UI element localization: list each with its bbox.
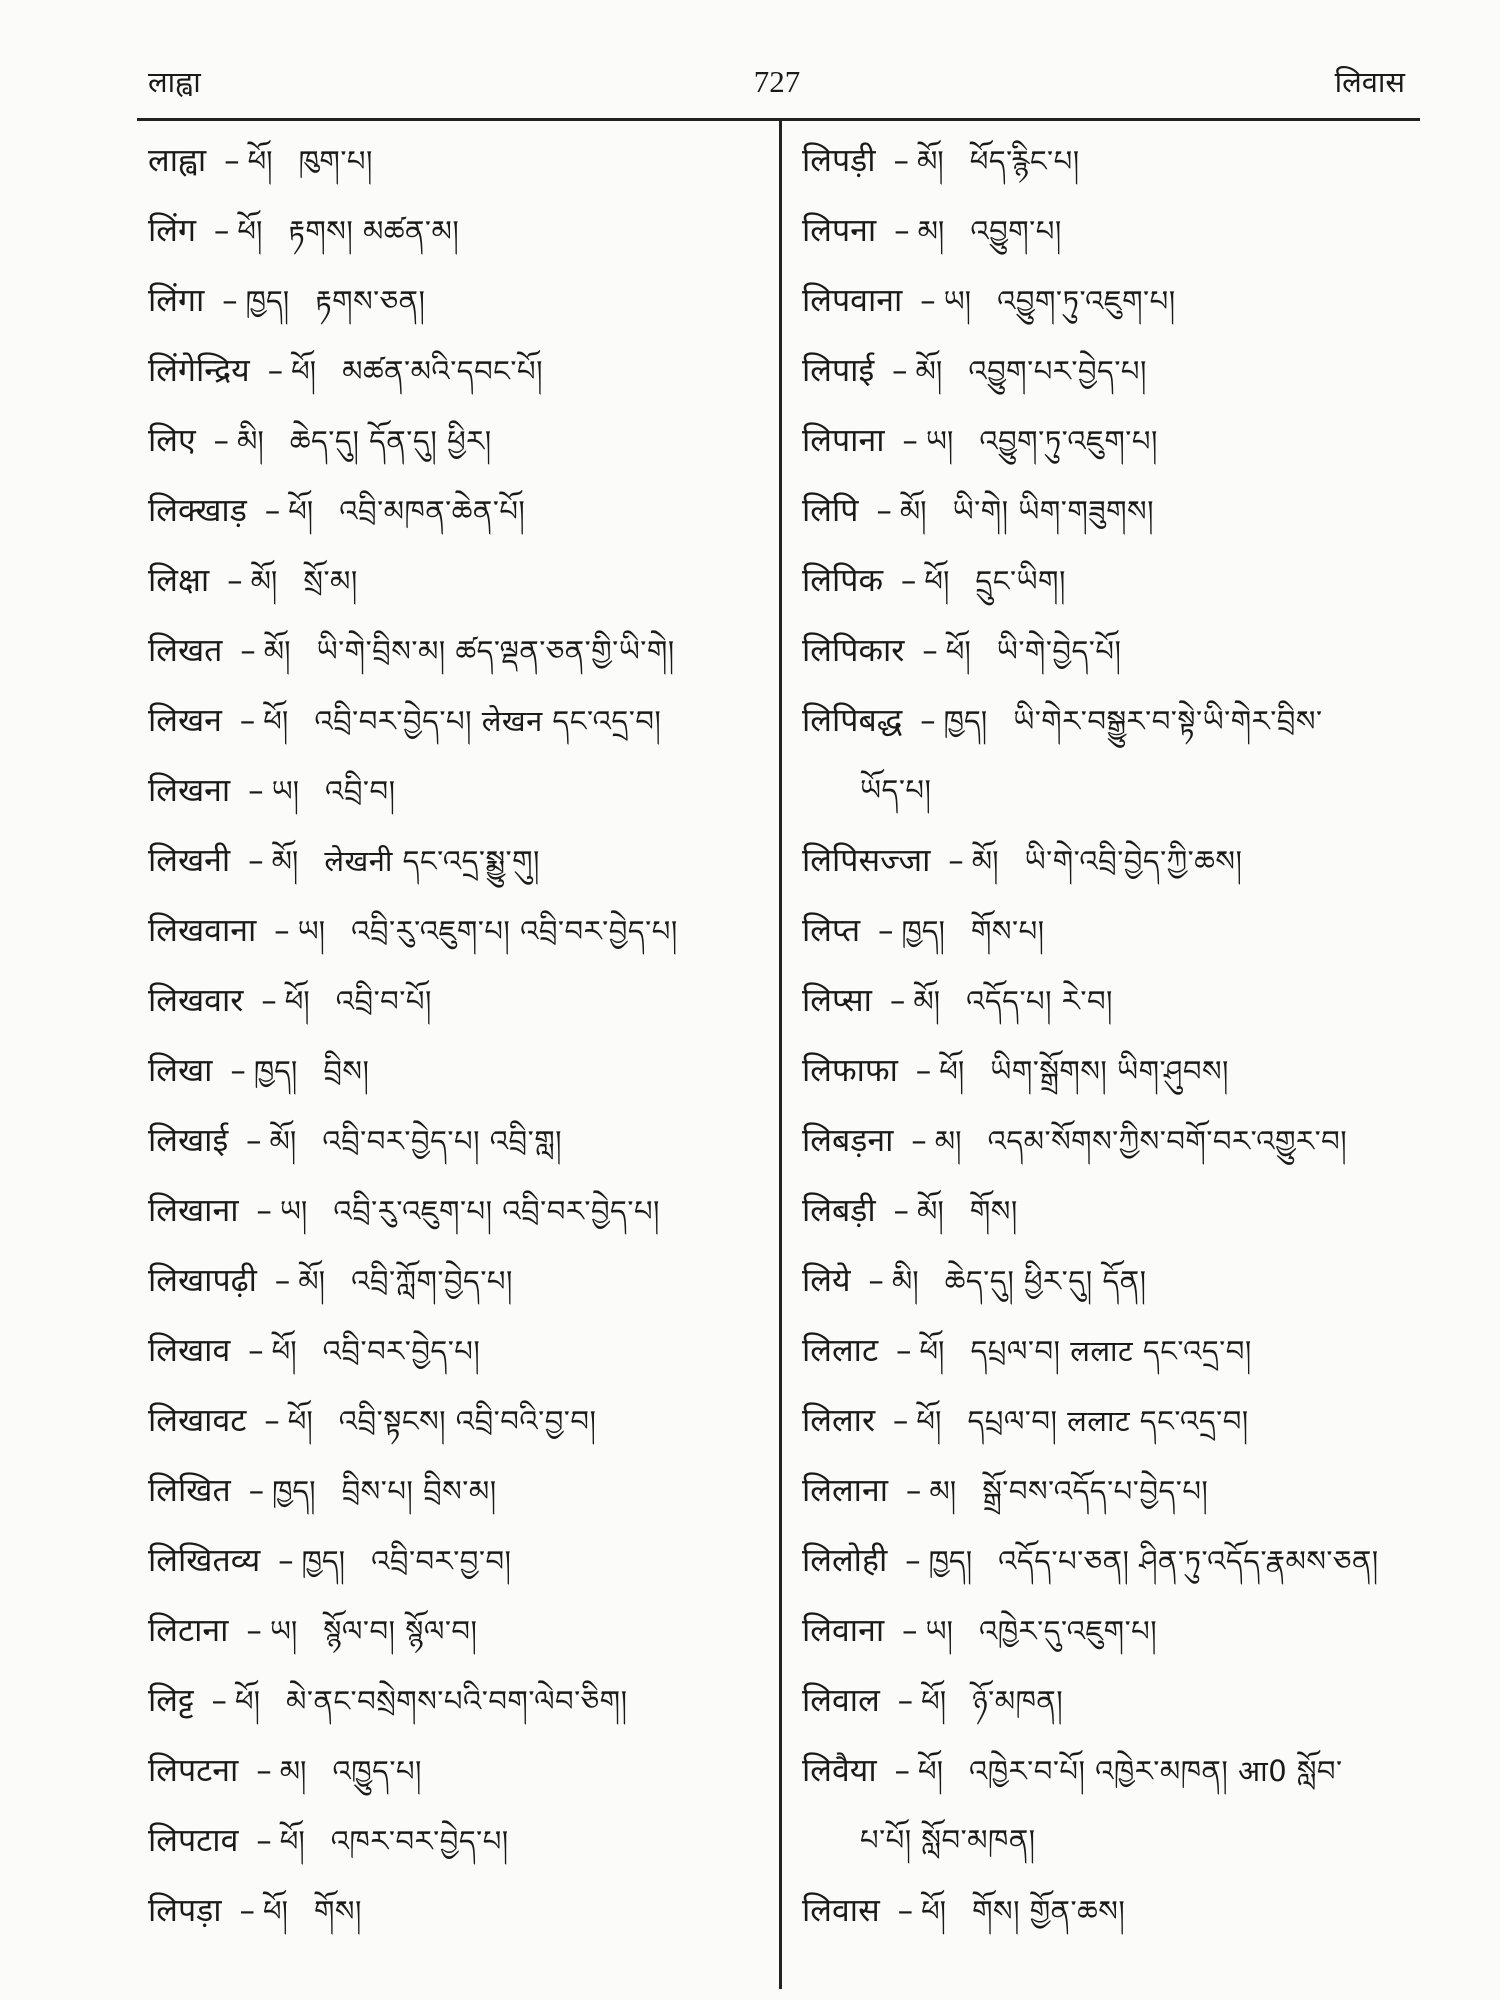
entry-pos: མོ། — [913, 984, 941, 1018]
entry-headword: लिट्ट — [148, 1681, 194, 1719]
dictionary-entry — [802, 545, 1442, 615]
entry-dash: – — [889, 983, 906, 1019]
entry-gloss: འདམ་སོགས་ཀྱིས་བགོ་བར་འགྱུར་བ། — [987, 1124, 1348, 1158]
entry-gloss: རྟགས། མཚན་མ། — [288, 214, 460, 248]
dictionary-entry — [802, 1175, 1442, 1245]
dictionary-entry — [148, 265, 768, 335]
entry-pos: ཁྱད། — [901, 914, 945, 948]
entry-pos: མ། — [917, 214, 945, 248]
dictionary-entry — [148, 195, 768, 265]
dictionary-entry — [148, 475, 768, 545]
dictionary-entry — [148, 1665, 768, 1735]
entry-gloss: འབྲི་བར་བྱེད་པ། — [322, 1334, 481, 1368]
dictionary-entry — [802, 1105, 1442, 1175]
entry-dash: – — [256, 1823, 272, 1859]
entry-dash: – — [920, 283, 936, 319]
entry-headword: लिपटना — [148, 1751, 239, 1789]
entry-dash: – — [267, 353, 284, 389]
entry-gloss: འབྲི་སྟངས། འབྲི་བའི་བྱ་བ། — [338, 1404, 597, 1438]
entry-dash: – — [911, 1123, 927, 1159]
entry-pos: ཁྱད། — [272, 1474, 316, 1508]
entry-headword: लिलार — [802, 1401, 876, 1439]
entry-pos: ཕོ། — [279, 1824, 305, 1858]
entry-gloss: འབྱུག་ཏུ་འཇུག་པ། — [979, 424, 1158, 458]
entry-pos: མོ། — [915, 354, 943, 388]
entry-pos: མ། — [934, 1124, 962, 1158]
entry-headword: लिपना — [802, 211, 877, 249]
entry-pos: མོ། — [271, 844, 299, 878]
entry-pos: ཕོ། — [284, 984, 310, 1018]
dictionary-entry — [148, 825, 768, 895]
entry-pos: ཁྱད། — [253, 1054, 298, 1088]
entry-pos: མོ། — [250, 564, 278, 598]
entry-pos: ཕོ། — [291, 354, 317, 388]
entry-gloss: འདོད་པ། རེ་བ། — [966, 984, 1113, 1018]
dictionary-entry — [148, 615, 768, 685]
entry-pos: མོ། — [899, 494, 927, 528]
entry-pos: ཕོ། — [288, 494, 314, 528]
entry-gloss: འབྲི་བར་བྱེད་པ། འབྲི་གླ། — [322, 1124, 563, 1158]
left-column — [148, 125, 768, 1945]
entry-dash: – — [915, 1053, 932, 1089]
dictionary-entry — [148, 1805, 768, 1875]
entry-dash: – — [905, 1473, 922, 1509]
entry-gloss: ཡི་གེར་བསྒྱུར་བ་སྟེ་ཡི་གེར་བྲིས་ — [1013, 704, 1323, 738]
entry-headword: लिखाना — [148, 1191, 239, 1229]
entry-gloss: དཔྲལ་བ། ललाट དང་འདྲ་བ། — [970, 1334, 1252, 1368]
entry-headword: लिखितव्य — [148, 1541, 261, 1579]
dictionary-entry — [802, 1665, 1442, 1735]
dictionary-entry — [148, 755, 768, 825]
entry-pos: ཁྱད། — [245, 284, 290, 318]
dictionary-entry — [148, 1525, 768, 1595]
entry-headword: लिवाना — [802, 1611, 885, 1649]
dictionary-entry — [148, 685, 768, 755]
entry-dash: – — [278, 1543, 294, 1579]
page-number: 727 — [753, 64, 801, 99]
entry-dash: – — [868, 1263, 884, 1299]
entry-pos: ཡ། — [271, 774, 300, 808]
entry-headword: लिंगा — [148, 281, 205, 319]
entry-headword: लिपाना — [802, 421, 885, 459]
entry-headword: लिपड़ी — [802, 141, 876, 179]
entry-pos: ཕོ། — [287, 1404, 313, 1438]
entry-gloss: འབྱུག་ཏུ་འཇུག་པ། — [997, 284, 1176, 318]
entry-headword: लिपिक — [802, 561, 884, 599]
entry-pos: ཡ། — [269, 1614, 298, 1648]
entry-dash: – — [893, 1193, 910, 1229]
entry-dash: – — [222, 283, 238, 319]
entry-headword: लिखनी — [148, 841, 231, 879]
entry-gloss: སྲོ་མ། — [303, 564, 358, 598]
entry-gloss: སྒྲོ་བས་འདོད་པ་བྱེད་པ། — [982, 1474, 1209, 1508]
entry-pos: ཕོ། — [917, 1754, 944, 1788]
entry-dash: – — [246, 1613, 262, 1649]
entry-pos: ཕོ། — [921, 1684, 947, 1718]
entry-dash: – — [240, 633, 256, 669]
dictionary-entry — [148, 405, 768, 475]
dictionary-entry — [802, 265, 1442, 335]
entry-gloss: དྲུང་ཡིག། — [975, 564, 1066, 598]
entry-dash: – — [897, 1893, 914, 1929]
entry-gloss: འདོད་པ་ཅན། ཤིན་ཏུ་འདོད་རྣམས་ཅན། — [998, 1544, 1379, 1578]
entry-headword: लिवाल — [802, 1681, 880, 1719]
entry-dash: – — [239, 703, 256, 739]
entry-headword: लिप्त — [802, 911, 861, 949]
entry-headword: लिपटाव — [148, 1821, 239, 1859]
entry-dash: – — [895, 1333, 912, 1369]
entry-pos: མོ། — [298, 1264, 326, 1298]
dictionary-entry — [802, 615, 1442, 685]
entry-headword: लिखापढ़ी — [148, 1261, 257, 1299]
dictionary-entry — [802, 405, 1442, 475]
entry-headword: लिटाना — [148, 1611, 229, 1649]
entry-gloss: བྲིས། — [323, 1054, 370, 1088]
entry-pos: མ། — [279, 1754, 307, 1788]
entry-gloss: འབྲི་བར་བྱེད་པ། लेखन དང་འདྲ་བ། — [314, 704, 662, 738]
dictionary-entry — [802, 125, 1442, 195]
entry-headword: लिखत — [148, 631, 223, 669]
entry-dash: – — [248, 773, 264, 809]
entry-pos: མོ། — [269, 1124, 297, 1158]
entry-dash: – — [224, 143, 240, 179]
entry-headword: लिपिकार — [802, 631, 905, 669]
entry-headword: लिंग — [148, 211, 197, 249]
entry-gloss: ཡི་གེ་བྲིས་མ། ཚད་ལྡན་ཅན་གྱི་ཡི་གེ། — [316, 634, 675, 668]
dictionary-entry — [802, 825, 1442, 895]
entry-pos: ཕོ། — [921, 1894, 947, 1928]
header-guide-word-left: लाह्वा — [148, 65, 201, 99]
entry-dash: – — [902, 423, 918, 459]
entry-dash: – — [905, 1543, 921, 1579]
dictionary-entry — [148, 965, 768, 1035]
entry-headword: लिखावट — [148, 1401, 247, 1439]
entry-headword: लिवास — [802, 1891, 880, 1929]
entry-gloss: ཡི་གེ་འབྲི་བྱེད་ཀྱི་ཆས། — [1024, 844, 1243, 878]
dictionary-entry — [148, 1735, 768, 1805]
entry-pos: ཡ། — [943, 284, 972, 318]
dictionary-entry — [148, 1875, 768, 1945]
entry-dash: – — [876, 493, 892, 529]
entry-headword: लिंगेन्द्रिय — [148, 351, 250, 389]
entry-headword: लिखवार — [148, 981, 244, 1019]
entry-gloss: འབྱུག་པར་བྱེད་པ། — [968, 354, 1147, 388]
entry-pos: ཕོ། — [939, 1054, 965, 1088]
entry-headword: लिखन — [148, 701, 222, 739]
dictionary-entry — [802, 1595, 1442, 1665]
entry-dash: – — [893, 143, 909, 179]
entry-dash: – — [227, 563, 243, 599]
entry-dash: – — [264, 493, 281, 529]
entry-dash: – — [256, 1753, 272, 1789]
entry-headword: लिए — [148, 421, 196, 459]
entry-headword: लिपिसज्जा — [802, 841, 931, 879]
entry-gloss: ཡིག་སྒྲོགས། ཡིག་ཤུབས། — [990, 1054, 1229, 1088]
entry-pos: མོ། — [263, 634, 291, 668]
entry-pos: ཕོ། — [924, 564, 950, 598]
entry-dash: – — [274, 913, 290, 949]
entry-dash: – — [261, 983, 277, 1019]
entry-gloss: འཁྱུད་པ། — [332, 1754, 422, 1788]
entry-dash: – — [922, 633, 938, 669]
entry-gloss: འཁྱེར་བ་པོ། འཁྱེར་མཁན། आ0 སློབ་ — [969, 1754, 1343, 1788]
entry-gloss: བྲིས་པ། བྲིས་མ། — [341, 1474, 497, 1508]
entry-dash: – — [230, 1053, 246, 1089]
entry-pos: ཕོ། — [919, 1334, 945, 1368]
dictionary-entry — [148, 125, 768, 195]
entry-dash: – — [920, 703, 936, 739]
entry-dash: – — [900, 563, 917, 599]
entry-dash: – — [248, 1473, 265, 1509]
entry-pos: ཡ། — [279, 1194, 308, 1228]
entry-gloss: དཔྲལ་བ། ललाट དང་འདྲ་བ། — [967, 1404, 1249, 1438]
entry-continuation — [802, 755, 1442, 825]
entry-gloss: པ་པོ། སློབ་མཁན། — [860, 1823, 1036, 1857]
dictionary-entry — [802, 1455, 1442, 1525]
dictionary-entry — [148, 1105, 768, 1175]
entry-headword: लिपिबद्ध — [802, 701, 903, 739]
entry-gloss: འབྲི་མཁན་ཆེན་པོ། — [339, 494, 526, 528]
dictionary-entry — [802, 1245, 1442, 1315]
entry-dash: – — [892, 353, 908, 389]
column-divider — [779, 121, 782, 1989]
dictionary-entry — [802, 1315, 1442, 1385]
entry-headword: लिपाई — [802, 351, 875, 389]
entry-gloss: ཁུག་པ། — [298, 144, 373, 178]
entry-pos: ཕོ། — [262, 1894, 288, 1928]
dictionary-entry — [148, 1245, 768, 1315]
dictionary-entry — [148, 545, 768, 615]
dictionary-entry — [148, 335, 768, 405]
entry-gloss: ཆེད་དུ། ཕྱིར་དུ། དོན། — [944, 1264, 1147, 1298]
dictionary-entry — [802, 895, 1442, 965]
entry-pos: ཡ། — [925, 1614, 953, 1648]
dictionary-entry — [802, 1875, 1442, 1945]
entry-gloss: གོས། གྱོན་ཆས། — [972, 1894, 1126, 1928]
dictionary-entry — [802, 1035, 1442, 1105]
dictionary-entry — [802, 335, 1442, 405]
entry-pos: མོ། — [916, 144, 944, 178]
dictionary-entry — [148, 895, 768, 965]
entry-pos: མ། — [929, 1474, 957, 1508]
entry-headword: लिफाफा — [802, 1051, 898, 1089]
dictionary-entry — [148, 1035, 768, 1105]
dictionary-entry — [802, 1385, 1442, 1455]
dictionary-entry — [148, 1385, 768, 1455]
entry-dash: – — [264, 1403, 280, 1439]
entry-headword: लिपवाना — [802, 281, 903, 319]
entry-gloss: ཕོད་རྙིང་པ། — [969, 144, 1080, 178]
entry-dash: – — [897, 1683, 914, 1719]
entry-headword: लिये — [802, 1261, 851, 1299]
entry-headword: लिप्सा — [802, 981, 872, 1019]
entry-gloss: འབྲི་བ་པོ། — [335, 984, 432, 1018]
entry-dash: – — [213, 423, 230, 459]
entry-gloss: འབྱུག་པ། — [970, 214, 1062, 248]
entry-gloss: རྟགས་ཅན། — [315, 284, 426, 318]
entry-dash: – — [248, 843, 264, 879]
entry-pos: ཕོ། — [263, 704, 289, 738]
dictionary-entry — [148, 1595, 768, 1665]
entry-headword: लिखा — [148, 1051, 213, 1089]
entry-gloss: लेखनी དང་འདྲ་སྨྱུ་གུ། — [324, 844, 540, 878]
entry-headword: लिबड़ना — [802, 1121, 894, 1159]
entry-gloss: སྙོལ་བ། སྙོལ་བ། — [323, 1614, 478, 1648]
entry-headword: लिलोही — [802, 1541, 888, 1579]
entry-pos: མོ། — [971, 844, 999, 878]
entry-gloss: འཁར་བར་བྱེད་པ། — [330, 1824, 509, 1858]
entry-pos: ཕོ། — [237, 214, 263, 248]
entry-dash: – — [948, 843, 964, 879]
entry-pos: ཕོ། — [945, 634, 971, 668]
entry-pos: ཡ། — [297, 914, 326, 948]
entry-headword: लिखवाना — [148, 911, 257, 949]
entry-headword: लिपड़ा — [148, 1891, 222, 1929]
entry-dash: – — [894, 1753, 910, 1789]
entry-headword: लिखाव — [148, 1331, 231, 1369]
entry-gloss: ཡི་གེ་བྱེད་པོ། — [996, 634, 1122, 668]
entry-dash: – — [248, 1333, 264, 1369]
entry-dash: – — [274, 1263, 291, 1299]
entry-pos: མི། — [891, 1264, 919, 1298]
entry-dash: – — [239, 1893, 255, 1929]
entry-continuation — [802, 1805, 1442, 1875]
entry-dash: – — [256, 1193, 272, 1229]
entry-pos: ཡ། — [925, 424, 954, 458]
dictionary-entry — [802, 1525, 1442, 1595]
right-column — [802, 125, 1442, 1945]
dictionary-entry — [148, 1315, 768, 1385]
entry-pos: ཕོ། — [235, 1684, 261, 1718]
entry-headword: लिक्षा — [148, 561, 210, 599]
dictionary-entry — [148, 1175, 768, 1245]
header-guide-word-right: लिवास — [1334, 65, 1405, 99]
entry-pos: ཕོ། — [247, 144, 273, 178]
dictionary-entry — [802, 965, 1442, 1035]
entry-gloss: འབྲི་བར་བྱ་བ། — [371, 1544, 512, 1578]
entry-gloss: ཡོད་པ། — [860, 773, 932, 807]
dictionary-entry — [802, 195, 1442, 265]
entry-pos: ཁྱད། — [943, 704, 988, 738]
entry-gloss: གོས། — [313, 1894, 362, 1928]
entry-headword: लिखना — [148, 771, 231, 809]
entry-headword: लिवैया — [802, 1751, 877, 1789]
entry-gloss: འཁྱེར་དུ་འཇུག་པ། — [978, 1614, 1158, 1648]
entry-headword: लिक्खाड़ — [148, 491, 247, 529]
dictionary-entry — [802, 475, 1442, 545]
entry-headword: लिखित — [148, 1471, 231, 1509]
entry-dash: – — [211, 1683, 227, 1719]
entry-dash: – — [213, 213, 230, 249]
entry-pos: ཁྱད། — [301, 1544, 346, 1578]
entry-headword: लिखाई — [148, 1121, 229, 1159]
entry-dash: – — [892, 1403, 909, 1439]
entry-gloss: གོས། — [969, 1194, 1018, 1228]
entry-pos: ཕོ། — [271, 1334, 297, 1368]
entry-headword: लिलाना — [802, 1471, 889, 1509]
entry-pos: ཕོ། — [916, 1404, 942, 1438]
entry-gloss: མཚན་མའི་དབང་པོ། — [342, 354, 544, 388]
entry-gloss: ཆེད་དུ། དོན་དུ། ཕྱིར། — [289, 424, 492, 458]
entry-gloss: འབྲི་རུ་འཇུག་པ། འབྲི་བར་བྱེད་པ། — [351, 914, 678, 948]
entry-pos: ཁྱད། — [928, 1544, 973, 1578]
entry-gloss: ཡི་གེ། ཡིག་གཟུགས། — [952, 494, 1155, 528]
dictionary-entry — [802, 1735, 1442, 1805]
dictionary-entry — [148, 1455, 768, 1525]
entry-headword: लाह्वा — [148, 141, 207, 179]
entry-gloss: འབྲི་བ། — [325, 774, 396, 808]
entry-headword: लिलाट — [802, 1331, 879, 1369]
entry-gloss: གོས་པ། — [970, 914, 1045, 948]
entry-gloss: ཉོ་མཁན། — [972, 1684, 1064, 1718]
entry-headword: लिपि — [802, 491, 859, 529]
entry-gloss: མེ་ནང་བསྲེགས་པའི་བག་ལེབ་ཅིག། — [286, 1684, 628, 1718]
entry-pos: མོ། — [917, 1194, 944, 1228]
entry-dash: – — [901, 1613, 918, 1649]
entry-pos: མི། — [237, 424, 264, 458]
entry-headword: लिबड़ी — [802, 1191, 876, 1229]
entry-dash: – — [246, 1123, 262, 1159]
entry-gloss: འབྲི་ཀློག་བྱེད་པ། — [351, 1264, 513, 1298]
entry-dash: – — [894, 213, 910, 249]
entry-gloss: འབྲི་རུ་འཇུག་པ། འབྲི་བར་བྱེད་པ། — [333, 1194, 660, 1228]
entry-dash: – — [877, 913, 894, 949]
dictionary-entry — [802, 685, 1442, 755]
